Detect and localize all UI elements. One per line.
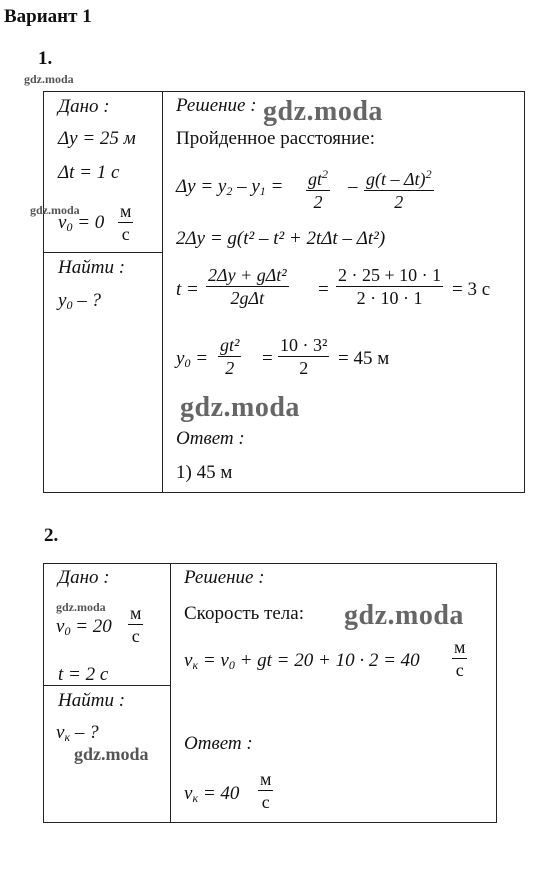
watermark: gdz.moda (180, 392, 300, 423)
find-y0: $y_0$ – ? (58, 290, 101, 312)
given-t: t = 2 с (58, 664, 109, 685)
problem-1-given-find-divider (43, 252, 163, 253)
equation-3-lhs: t = (176, 279, 199, 300)
equals-sign: = (318, 279, 329, 300)
given-label: Дано : (58, 567, 110, 588)
watermark: gdz.moda (56, 600, 106, 614)
equation-4-lhs: $y_0$ = (176, 348, 209, 370)
watermark: gdz.moda (344, 600, 464, 631)
page-title: Вариант 1 (4, 6, 92, 27)
equation-4-result: = 45 м (338, 348, 390, 369)
problem-1-divider (162, 91, 163, 492)
speed-equation: $v_к = v_0$ + gt = 20 + 10 · 2 = 40 (184, 650, 420, 672)
equation-2: 2Δy = g(t² – t² + 2tΔt – Δt²) (176, 228, 386, 249)
watermark: gdz.moda (74, 744, 149, 764)
given-delta-t: Δt = 1 с (58, 162, 120, 183)
given-delta-y: Δy = 25 м (58, 128, 136, 149)
answer-value: $v_к = 40$ (184, 783, 240, 805)
equation-4-fraction-2: $\frac{\text{10 · 3²}}{2}$ (280, 335, 328, 378)
unit-fraction: м с (130, 603, 142, 646)
equation-4-fraction-1: $\frac{\text{gt²}}{2}$ (220, 335, 240, 378)
distance-text: Пройденное расстояние: (176, 128, 376, 149)
solution-label: Решение : (176, 95, 257, 116)
equation-1-fraction-1: $\frac{gt^2}{2}$ (306, 163, 330, 213)
problem-1-number: 1. (38, 48, 53, 69)
solution-label: Решение : (184, 567, 265, 588)
equation-1-lhs: $\Delta y = y_2 - y_1$ = (176, 176, 284, 198)
watermark: gdz.moda (30, 203, 80, 217)
watermark: gdz.moda (24, 72, 74, 86)
equals-sign: = (262, 348, 273, 369)
answer-label: Ответ : (184, 733, 253, 754)
unit-fraction: м с (120, 201, 132, 244)
find-label: Найти : (58, 690, 126, 711)
problem-2-number: 2. (44, 525, 59, 546)
given-label: Дано : (58, 96, 110, 117)
minus-sign: – (348, 176, 358, 197)
unit-fraction: м с (454, 637, 466, 680)
given-v0: $v_0 = 0$ (58, 212, 105, 234)
problem-2-divider (170, 563, 171, 822)
find-label: Найти : (58, 257, 126, 278)
unit-fraction: м с (260, 769, 272, 812)
equation-1-fraction-2: $\frac{g(t - \Delta t)^2}{2}$ (364, 163, 434, 213)
find-vk: $v_к$ – ? (56, 722, 99, 744)
given-v0: $v_0 = 20$ (56, 616, 112, 638)
speed-text: Скорость тела: (184, 603, 304, 624)
equation-3-fraction-2: $\frac{2 \cdot 25 + 10 \cdot 1}{2 \cdot 10 \cdot 1}$ (338, 265, 442, 308)
equation-3-fraction-1: 2Δy + gΔt² 2gΔt (208, 265, 287, 308)
answer-value: 1) 45 м (176, 462, 233, 483)
answer-label: Ответ : (176, 428, 245, 449)
equation-3-result: = 3 с (452, 279, 491, 300)
watermark: gdz.moda (263, 96, 383, 127)
